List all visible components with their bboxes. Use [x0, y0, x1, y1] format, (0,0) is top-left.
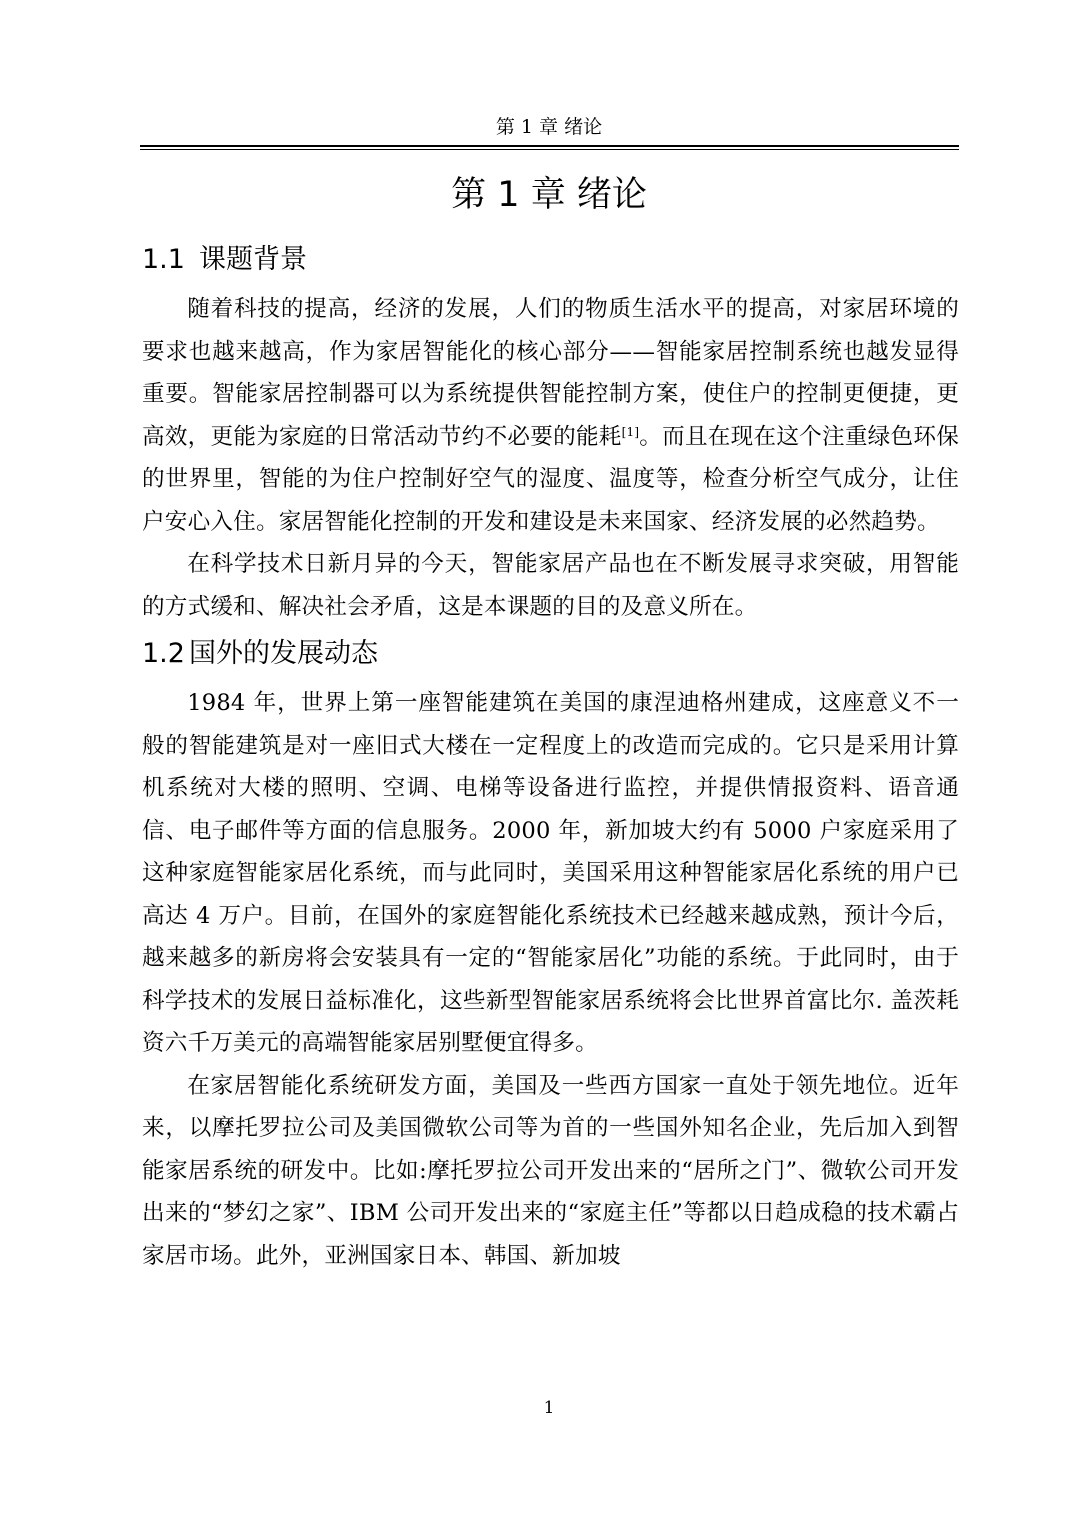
- header-rule-secondary: [140, 149, 959, 150]
- citation-reference: [1]: [621, 424, 640, 439]
- section-number: 1.1: [142, 244, 185, 275]
- section-title: 国外的发展动态: [188, 638, 378, 669]
- paragraph: 1984 年，世界上第一座智能建筑在美国的康涅迪格州建成，这座意义不一般的智能建筑是对一座旧式大楼在一定程度上的改造而完成的。它只是采用计算机系统对大楼的照明、空调、电梯等设备进行监控，并提供情报资料、语音通信、电子邮件等方面的信息服务。2000 年，新加坡大约有 5000 户家庭采用了这种家庭智能家居化系统，而与此同时，美国采用这种智能家居化系统的用户已高达 4 万户。目前，在国外的家庭智能化系统技术已经越来越成熟，预计今后，越来越多的新房将会安装具有一定的“智能家居化”功能的系统。于此同时，由于科学技术的发展日益标准化，这些新型智能家居系统将会比世界首富比尔. 盖茨耗资六千万美元的高端智能家居别墅便宜得多。: [142, 690, 959, 1056]
- running-header: 第 1 章 绪论: [495, 116, 603, 138]
- section-number: 1.2: [142, 638, 185, 669]
- header-rule: [140, 145, 959, 147]
- paragraph-text: 随着科技的提高，经济的发展，人们的物质生活水平的提高，对家居环境的要求也越来越高，作为家居智能化的核心部分——智能家居控制系统也越发显得重要。智能家居控制器可以为系统提供智能控制方案，使住户的控制更便捷，更高效，更能为家庭的日常活动节约不必要的能耗: [142, 296, 959, 450]
- paragraph: [142, 288, 959, 543]
- paragraph: 在科学技术日新月异的今天，智能家居产品也在不断发展寻求突破，用智能的方式缓和、解决社会矛盾，这是本课题的目的及意义所在。: [142, 551, 959, 620]
- paragraph: 在家居智能化系统研发方面，美国及一些西方国家一直处于领先地位。近年来，以摩托罗拉公司及美国微软公司等为首的一些国外知名企业，先后加入到智能家居系统的研发中。比如:摩托罗拉公司开发出来的“居所之门”、微软公司开发出来的“梦幻之家”、IBM 公司开发出来的“家庭主任”等都以日趋成稳的技术霸占家居市场。此外，亚洲国家日本、韩国、新加坡: [142, 1072, 959, 1269]
- document-body: [142, 240, 959, 1277]
- paragraph-text: 。而且在现在这个注重绿色环保的世界里，智能的为住户控制好空气的湿度、温度等，检查分析空气成分，让住户安心入住。家居智能化控制的开发和建设是未来国家、经济发展的必然趋势。: [142, 423, 959, 535]
- section-title: 课题背景: [198, 244, 307, 275]
- chapter-title: 第 1 章 绪论: [451, 175, 647, 215]
- section-heading-1-2: [142, 634, 959, 674]
- page-number: 1: [543, 1398, 555, 1418]
- section-heading-1-1: [142, 240, 959, 280]
